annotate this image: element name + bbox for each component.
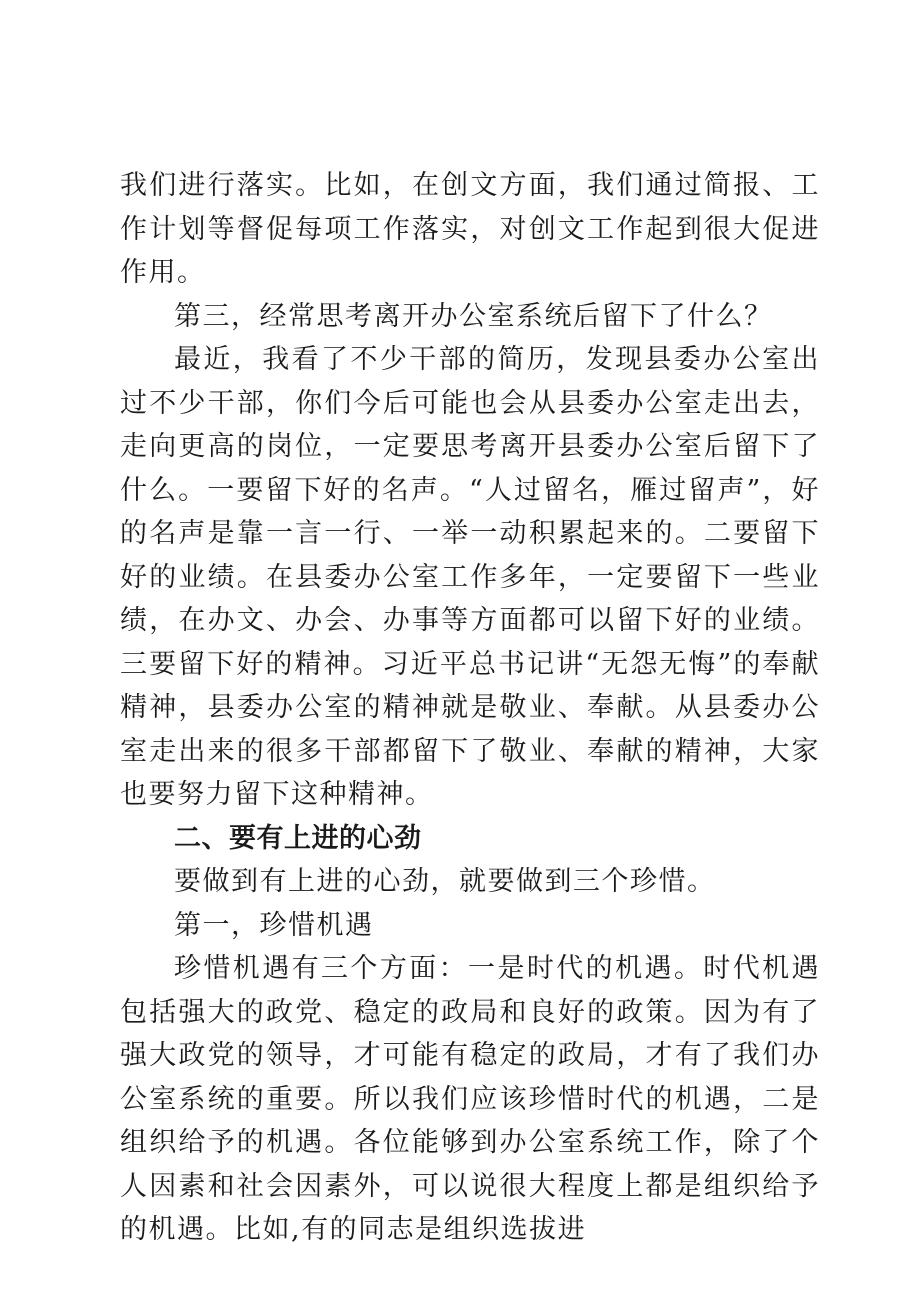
paragraph-body: 最近，我看了不少干部的简历，发现县委办公室出过不少干部，你们今后可能也会从县委办公室走出去，走向更高的岗位，一定要思考离开县委办公室后留下了什么。一要留下好的名声。“人过留名，雁过留声”，好的名声是靠一言一行、一举一动积累起来的。二要留下好的业绩。在县委办公室工作多年，一定要留下一些业绩，在办文、办会、办事等方面都可以留下好的业绩。三要留下好的精神。习近平总书记讲“无怨无悔”的奉献精神，县委办公室的精神就是敬业、奉献。从县委办公室走出来的很多干部都留下了敬业、奉献的精神，大家也要努力留下这种精神。 (120, 344, 820, 810)
section-heading: 二、要有上进的心劲 (174, 822, 422, 854)
paragraph-intro: 要做到有上进的心劲，就要做到三个珍惜。 (174, 866, 716, 897)
paragraph-continuation: 我们进行落实。比如，在创文方面，我们通过简报、工作计划等督促每项工作落实，对创文工作起到很大促进作用。 (120, 170, 820, 288)
paragraph-body: 珍惜机遇有三个方面：一是时代的机遇。时代机遇包括强大的政党、稳定的政局和良好的政策。因为有了强大政党的领导，才可能有稳定的政局，才有了我们办公室系统的重要。所以我们应该珍惜时代的机遇，二是组织给予的机遇。各位能够到办公室系统工作，除了个人因素和社会因素外，可以说很大程度上都是组织给予的机遇。比如,有的同志是组织选拔进 (120, 953, 820, 1245)
paragraph-subheading-first: 第一，珍惜机遇 (174, 909, 374, 941)
document-body (120, 164, 820, 1252)
paragraph-subheading-third: 第三，经常思考离开办公室系统后留下了什么？ (174, 300, 773, 332)
